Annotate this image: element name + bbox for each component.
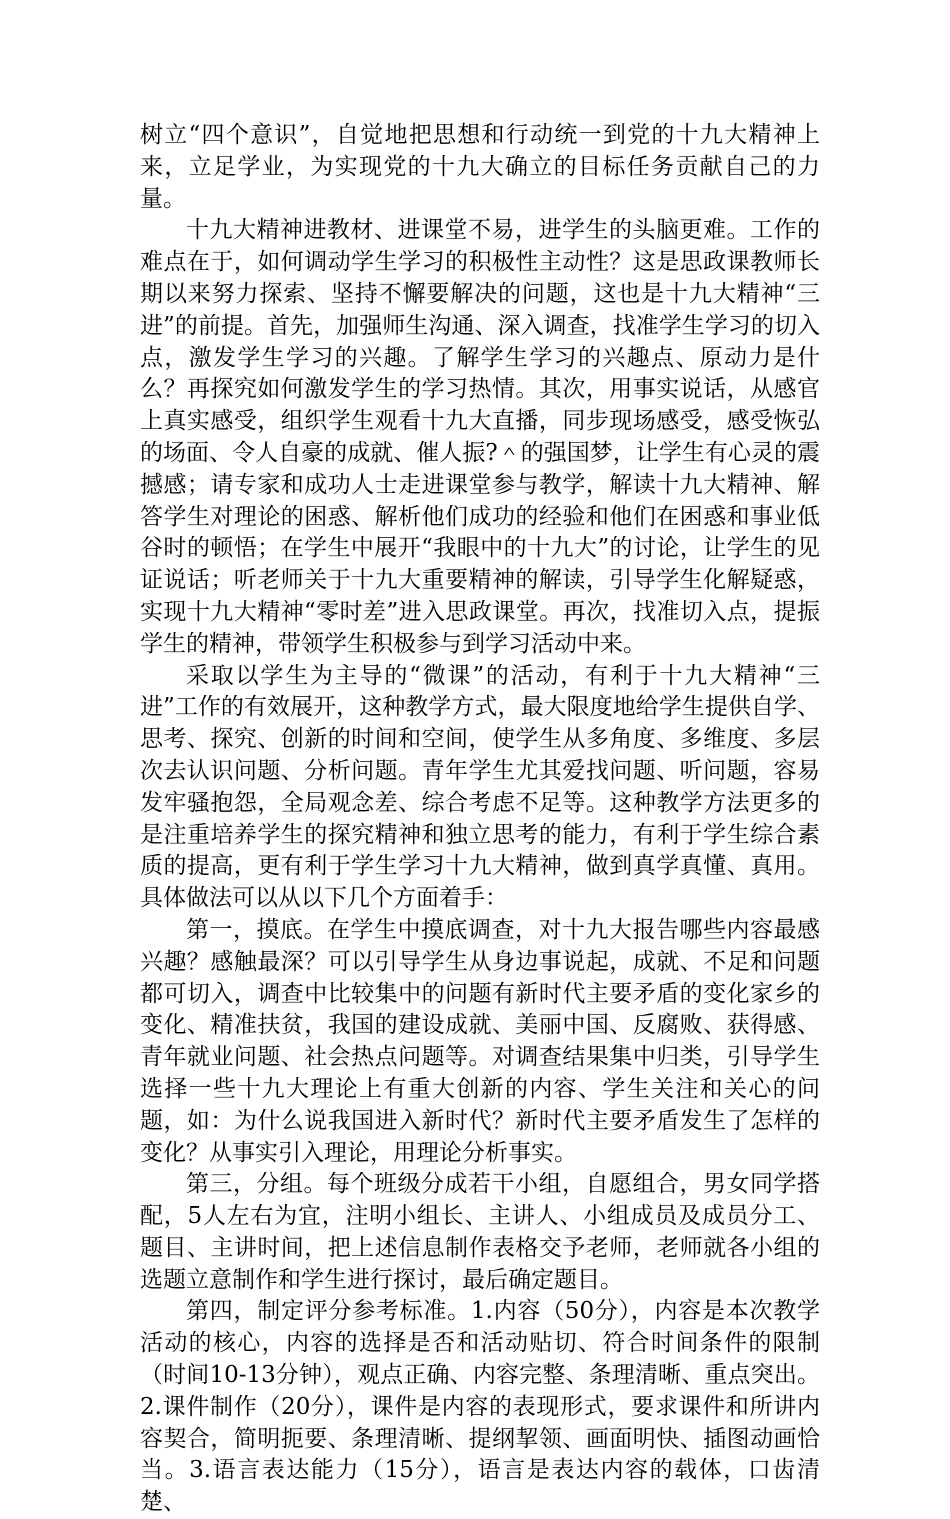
paragraph: 十九大精神进教材、进课堂不易，进学生的头脑更难。工作的难点在于，如何调动学生学习的积极性主动性？这是思政课教师长期以来努力探索、坚持不懈要解决的问题，这也是十九大精神“三进”的前提。首先，加强师生沟通、深入调查，找准学生学习的切入点，激发学生学习的兴趣。了解学生学习的兴趣点、原动力是什么？再探究如何激发学生的学习热情。其次，用事实说话，从感官上真实感受，组织学生观看十九大直播，同步现场感受，感受恢弘的场面、令人自豪的成就、催人振?＾的强国梦，让学生有心灵的震撼感；请专家和成功人士走进课堂参与教学，解读十九大精神、解答学生对理论的困惑、解析他们成功的经验和他们在困惑和事业低谷时的顿悟；在学生中展开“我眼中的十九大”的讨论，让学生的见证说话；听老师关于十九大重要精神的解读，引导学生化解疑惑，实现十九大精神“零时差”进入思政课堂。再次，找准切入点，提振学生的精神，带领学生积极参与到学习活动中来。 xyxy=(140,217,820,657)
paragraph: 采取以学生为主导的“微课”的活动，有利于十九大精神“三进”工作的有效展开，这种教学方式，最大限度地给学生提供自学、思考、探究、创新的时间和空间，使学生从多角度、多维度、多层次去认识问题、分析问题。青年学生尤其爱找问题、听问题，容易发牢骚抱怨，全局观念差、综合考虑不足等。这种教学方法更多的是注重培养学生的探究精神和独立思考的能力，有利于学生综合素质的提高，更有利于学生学习十九大精神，做到真学真懂、真用。具体做法可以从以下几个方面着手： xyxy=(140,662,820,912)
paragraph: 第三，分组。每个班级分成若干小组，自愿组合，男女同学搭配，5人左右为宜，注明小组长、主讲人、小组成员及成员分工、题目、主讲时间，把上述信息制作表格交予老师，老师就各小组的选题立意制作和学生进行探讨，最后确定题目。 xyxy=(140,1171,820,1293)
paragraph: 第四，制定评分参考标准。1.内容（50分），内容是本次教学活动的核心，内容的选择是否和活动贴切、符合时间条件的限制（时间10-13分钟），观点正确、内容完整、条理清晰、重点突出。2.课件制作（20分），课件是内容的表现形式，要求课件和所讲内容契合，简明扼要、条理清晰、提纲挈领、画面明快、插图动画恰当。3.语言表达能力（15分），语言是表达内容的载体，口齿清楚、 xyxy=(140,1298,820,1516)
paragraph: 第一，摸底。在学生中摸底调查，对十九大报告哪些内容最感兴趣？感触最深？可以引导学生从身边事说起，成就、不足和问题都可切入，调查中比较集中的问题有新时代主要矛盾的变化家乡的变化、精准扶贫，我国的建设成就、美丽中国、反腐败、获得感、青年就业问题、社会热点问题等。对调查结果集中归类，引导学生选择一些十九大理论上有重大创新的内容、学生关注和关心的问题，如：为什么说我国进入新时代？新时代主要矛盾发生了怎样的变化？从事实引入理论，用理论分析事实。 xyxy=(140,916,820,1166)
document-body xyxy=(140,120,820,1519)
paragraph: 树立“四个意识”，自觉地把思想和行动统一到党的十九大精神上来，立足学业，为实现党的十九大确立的目标任务贡献自己的力量。 xyxy=(140,122,820,212)
